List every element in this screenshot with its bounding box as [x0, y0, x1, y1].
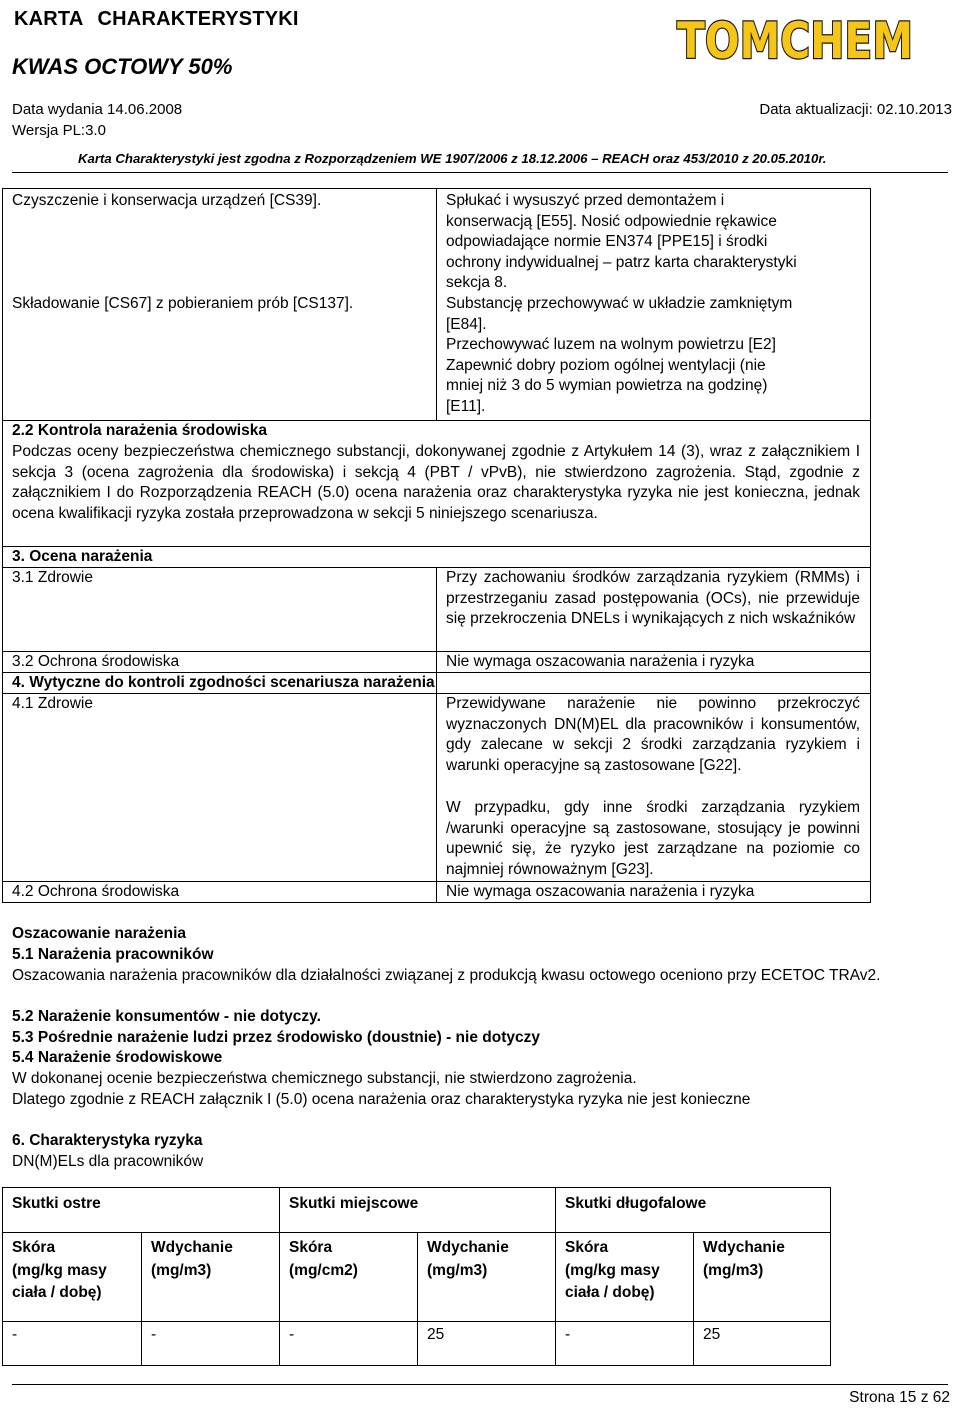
value-acute-skin: - — [12, 1326, 18, 1343]
section-4-1-text-a: Przewidywane narażenie nie powinno przekroczyć wyznaczonych DN(M)EL dla pracowników i konsumentów, gdy zalecane w sekcji 2 środki zarządzania ryzykiem i warunki operacyjne są zastosowane [G22]. — [446, 695, 860, 774]
value-longterm-skin: - — [565, 1326, 571, 1343]
section-5-3-heading: 5.3 Pośrednie narażenie ludzi przez środowisko (doustnie) - nie dotyczy — [12, 1029, 540, 1046]
col-local-inhalation — [427, 1237, 509, 1282]
value-longterm-inhalation: 25 — [703, 1326, 721, 1343]
dnel-col-divider — [555, 1187, 556, 1366]
section-4-2-label: 4.2 Ochrona środowiska — [12, 883, 180, 900]
dnel-col-divider — [141, 1232, 142, 1366]
version: Wersja PL:3.0 — [12, 122, 106, 139]
section-4-heading: 4. Wytyczne do kontroli zgodności scenariusza narażenia — [12, 674, 435, 691]
section-5-2-heading: 5.2 Narażenie konsumentów - nie dotyczy. — [12, 1008, 321, 1025]
regulation-line: Karta Charakterystyki jest zgodna z Rozporządzeniem WE 1907/2006 z 18.12.2006 – REACH oraz 453/2010 z 20.05.2010r. — [78, 151, 827, 166]
document-type-title: KARTA CHARAKTERYSTYKI — [14, 8, 299, 30]
section-6-heading: 6. Charakterystyka ryzyka — [12, 1132, 203, 1149]
section-5-1-heading: 5.1 Narażenia pracowników — [12, 946, 214, 963]
section-4-1-text-b: W przypadku, gdy inne środki zarządzania ryzykiem /warunki operacyjne są zastosowane, stosujący je powinni upewnić się, że ryzyko jest zarządzane na poziomie co najmniej równoważnym [G23]. — [446, 799, 860, 878]
dnel-col-divider — [279, 1187, 280, 1366]
section-3-heading: 3. Ocena narażenia — [12, 548, 153, 565]
text-line: Przechowywać luzem na wolnym powietrzu [E2] — [446, 336, 776, 354]
col-acute-skin — [12, 1237, 107, 1305]
page-number: Strona 15 z 62 — [849, 1389, 950, 1406]
product-name: KWAS OCTOWY 50% — [12, 54, 233, 79]
section-4-2-text: Nie wymaga oszacowania narażenia i ryzyka — [446, 883, 755, 900]
section-5-4-text-1: W dokonanej ocenie bezpieczeństwa chemicznego substancji, nie stwierdzono zagrożenia. — [12, 1070, 637, 1087]
col-header-line: Skóra — [12, 1239, 56, 1256]
section-5-4-heading: 5.4 Narażenie środowiskowe — [12, 1049, 223, 1066]
text-line: sekcja 8. — [446, 274, 508, 292]
text-line: Zapewnić dobry poziom ogólnej wentylacji (nie — [446, 356, 766, 374]
cs67-measures — [446, 294, 866, 418]
col-header-line: (mg/cm2) — [289, 1261, 358, 1279]
col-header-line: Wdychanie — [703, 1239, 785, 1256]
value-acute-inhalation: - — [151, 1326, 157, 1343]
section-5-1-text: Oszacowania narażenia pracowników dla działalności związanej z produkcją kwasu octowego oceniono przy ECETOC TRAv2. — [12, 967, 881, 984]
section-2-2-heading: 2.2 Kontrola narażenia środowiska — [12, 422, 267, 439]
section-4-1-label: 4.1 Zdrowie — [12, 695, 93, 712]
value-local-skin: - — [289, 1326, 295, 1343]
group-long-term-effects: Skutki długofalowe — [565, 1195, 707, 1212]
section-3-2-label: 3.2 Ochrona środowiska — [12, 653, 180, 670]
col-longterm-skin — [565, 1237, 660, 1305]
col-header-line: Skóra — [565, 1239, 609, 1256]
col-header-line: (mg/m3) — [703, 1261, 764, 1279]
tomchem-logo — [670, 4, 920, 68]
text-line: [E11]. — [446, 397, 486, 415]
group-acute-effects: Skutki ostre — [12, 1195, 101, 1212]
value-local-inhalation: 25 — [427, 1326, 445, 1343]
text-line: [E84]. — [446, 315, 487, 333]
dnel-col-divider — [693, 1232, 694, 1366]
dnel-col-divider — [417, 1232, 418, 1366]
col-header-line: ciała / dobę) — [12, 1284, 102, 1301]
section-2-2-text: Podczas oceny bezpieczeństwa chemicznego substancji, dokonywanej zgodnie z Artykułem 14 (3), wraz z załącznikiem I sekcja 3 (ocena zagrożenia dla środowiska) i sekcją 4 (PBT / vPvB), nie stwierdzono zagrożenia. Stąd, zgodnie z załącznikiem I do Rozporządzenia REACH (5.0) ocena narażenia oraz charakterystyka ryzyka nie jest konieczna, jednak ocena kwalifikacji ryzyka została przeprowadzona w sekcji 5 niniejszego scenariusza. — [12, 443, 860, 522]
text-line: Substancję przechowywać w układzie zamkniętym — [446, 295, 793, 312]
logo-text: TOMCHEM — [677, 12, 913, 70]
text-line: konserwacją [E55]. Nosić odpowiednie rękawice — [446, 212, 777, 230]
section-6-subheading: DN(M)ELs dla pracowników — [12, 1153, 204, 1170]
section-5-4-text-2: Dlatego zgodnie z REACH załącznik I (5.0) ocena narażenia oraz charakterystyka ryzyka nie jest konieczne — [12, 1091, 751, 1108]
col-header-line: (mg/kg masy — [12, 1261, 107, 1279]
cs39-label: Czyszczenie i konserwacja urządzeń [CS39]. — [12, 192, 322, 209]
col-header-line: (mg/m3) — [427, 1261, 488, 1279]
section-3-2-text: Nie wymaga oszacowania narażenia i ryzyka — [446, 653, 755, 670]
section-3-1-text: Przy zachowaniu środków zarządzania ryzykiem (RMMs) i przestrzeganiu zasad postępowania (OCs), nie przewiduje się przekroczenia DNELs i wynikających z nich wskaźników — [446, 569, 860, 628]
update-date: Data aktualizacji: 02.10.2013 — [759, 101, 952, 118]
col-header-line: Wdychanie — [151, 1239, 233, 1256]
footer-divider — [12, 1384, 948, 1385]
col-longterm-inhalation — [703, 1237, 785, 1282]
cs67-label: Składowanie [CS67] z pobieraniem prób [CS137]. — [12, 295, 354, 312]
col-header-line: (mg/m3) — [151, 1261, 212, 1279]
col-header-line: ciała / dobę) — [565, 1284, 655, 1301]
col-divider-1 — [436, 188, 437, 420]
col-local-skin — [289, 1237, 358, 1282]
text-line: Spłukać i wysuszyć przed demontażem i — [446, 192, 725, 209]
section-3-1-label: 3.1 Zdrowie — [12, 569, 93, 586]
cs39-measures — [446, 191, 866, 294]
group-local-effects: Skutki miejscowe — [289, 1195, 419, 1212]
text-line: ochrony indywidualnej – patrz karta charakterystyki — [446, 253, 797, 271]
col-divider-2 — [436, 567, 437, 903]
header-divider — [12, 172, 948, 173]
col-header-line: Wdychanie — [427, 1239, 509, 1256]
col-acute-inhalation — [151, 1237, 233, 1282]
text-line: mniej niż 3 do 5 wymian powietrza na godzinę) — [446, 377, 768, 395]
issue-date: Data wydania 14.06.2008 — [12, 101, 183, 118]
text-line: odpowiadające normie EN374 [PPE15] i środki — [446, 233, 768, 251]
col-header-line: (mg/kg masy — [565, 1261, 660, 1279]
exposure-estimation-heading: Oszacowanie narażenia — [12, 925, 187, 942]
col-header-line: Skóra — [289, 1239, 333, 1256]
